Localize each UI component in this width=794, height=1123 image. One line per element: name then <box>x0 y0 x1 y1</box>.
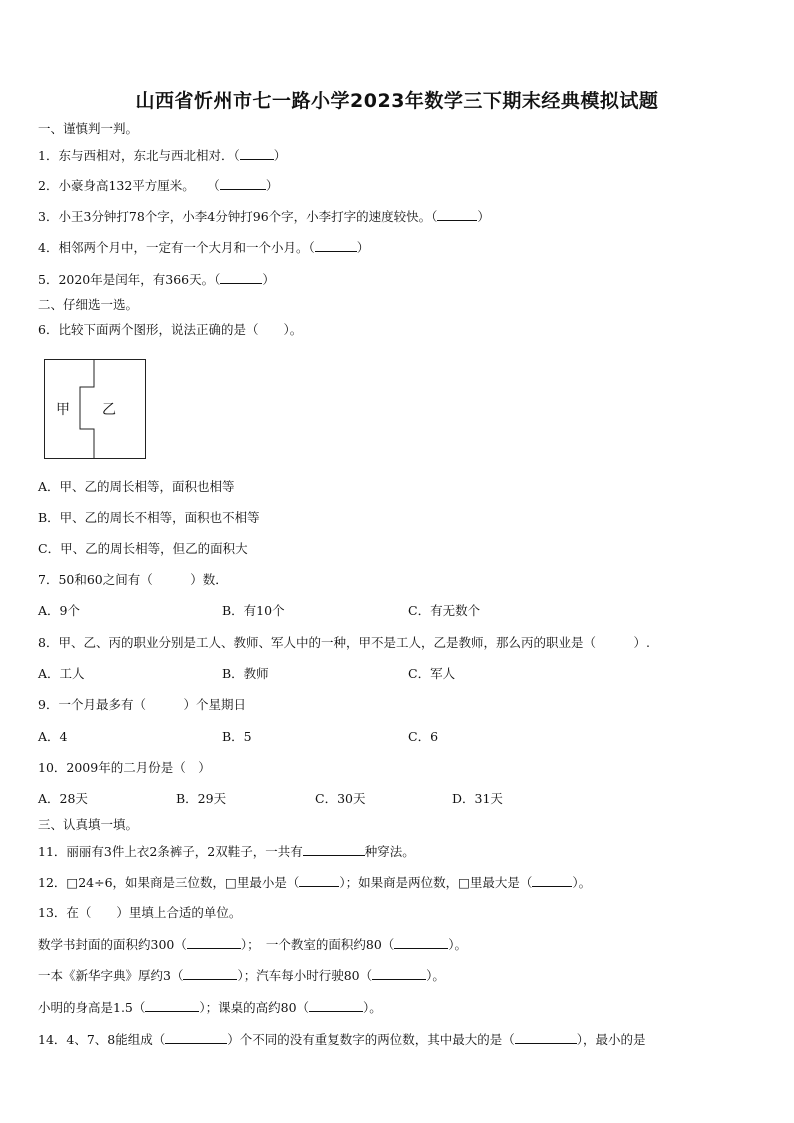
question-8-option-c[interactable]: C．军人 <box>408 666 456 681</box>
question-10-option-d[interactable]: D．31天 <box>452 791 503 806</box>
answer-blank[interactable] <box>220 271 262 284</box>
q13-text-a: 一本《新华字典》厚约3（ <box>38 968 184 983</box>
question-9-option-b[interactable]: B．5 <box>222 729 252 744</box>
question-6: 6．比较下面两个图形，说法正确的是（ ）。 <box>38 322 303 337</box>
answer-blank[interactable] <box>303 843 365 856</box>
question-5 <box>38 271 275 288</box>
question-11 <box>38 843 415 860</box>
answer-blank[interactable] <box>220 177 266 190</box>
question-12-end: ）。 <box>572 875 592 890</box>
question-6-option-a[interactable]: A．甲、乙的周长相等，面积也相等 <box>38 479 235 494</box>
question-6-option-b[interactable]: B．甲、乙的周长不相等，面积也不相等 <box>38 510 260 525</box>
answer-blank[interactable] <box>240 147 274 160</box>
question-1-end: ） <box>273 148 287 163</box>
question-12 <box>38 874 591 891</box>
q13-text-a: 数学书封面的面积约300（ <box>38 937 187 952</box>
question-14-text: 14．4、7、8能组成（ <box>38 1032 166 1047</box>
question-3-end: ） <box>477 209 490 224</box>
question-9: 9．一个月最多有（ ）个星期日 <box>38 697 246 712</box>
question-4-end: ） <box>356 240 370 255</box>
answer-blank[interactable] <box>437 208 477 221</box>
q13-text-b: ）； 一个教室的面积约80（ <box>240 937 395 952</box>
question-10-option-a[interactable]: A．28天 <box>38 791 88 806</box>
figure-label-jia: 甲 <box>56 402 70 418</box>
question-6-option-c[interactable]: C．甲、乙的周长相等，但乙的面积大 <box>38 541 248 556</box>
question-14 <box>38 1031 646 1048</box>
q13-text-a: 小明的身高是1.5（ <box>38 1000 146 1015</box>
question-10-option-c[interactable]: C．30天 <box>315 791 366 806</box>
question-2-text: 2．小豪身高132平方厘米。 （ <box>38 178 220 193</box>
question-2 <box>38 177 278 194</box>
question-4-text: 4．相邻两个月中，一定有一个大月和一个小月。（ <box>38 240 315 255</box>
section-heading-3: 三、认真填一填。 <box>38 817 139 832</box>
q13-text-c: ）。 <box>448 937 468 952</box>
answer-blank[interactable] <box>532 874 572 887</box>
question-8-option-a[interactable]: A．工人 <box>38 666 85 681</box>
question-9-option-a[interactable]: A．4 <box>38 729 68 744</box>
question-7-option-b[interactable]: B．有10个 <box>222 603 285 618</box>
answer-blank[interactable] <box>394 936 448 949</box>
q13-text-b: ）；课桌的高约80（ <box>199 1000 310 1015</box>
answer-blank[interactable] <box>183 967 237 980</box>
question-4 <box>38 239 369 256</box>
q13-text-c: ）。 <box>426 968 445 983</box>
answer-blank[interactable] <box>309 999 363 1012</box>
question-5-text: 5．2020年是闰年，有366天。（ <box>38 272 221 287</box>
question-11-text: 11．丽丽有3件上衣2条裤子，2双鞋子，一共有 <box>38 844 303 859</box>
question-13-line-3 <box>38 999 382 1016</box>
question-12-middle: ）；如果商是两位数，□里最大是（ <box>339 875 533 890</box>
answer-blank[interactable] <box>315 239 357 252</box>
question-14-middle: ）个不同的没有重复数字的两位数，其中最大的是（ <box>227 1032 515 1047</box>
answer-blank[interactable] <box>299 874 339 887</box>
page-title: 山西省忻州市七一路小学2023年数学三下期末经典模拟试题 <box>135 90 659 112</box>
question-1 <box>38 147 286 164</box>
question-5-end: ） <box>262 272 275 287</box>
figure-label-yi: 乙 <box>102 402 116 418</box>
question-10: 10．2009年的二月份是（ ） <box>38 760 211 775</box>
question-7-option-c[interactable]: C．有无数个 <box>408 603 481 618</box>
question-3 <box>38 208 490 225</box>
q13-text-b: ）；汽车每小时行驶80（ <box>237 968 373 983</box>
question-10-option-b[interactable]: B．29天 <box>176 791 227 806</box>
answer-blank[interactable] <box>165 1031 227 1044</box>
question-9-option-c[interactable]: C．6 <box>408 729 439 744</box>
answer-blank[interactable] <box>187 936 241 949</box>
section-heading-1: 一、谨慎判一判。 <box>38 121 139 136</box>
question-7-option-a[interactable]: A．9个 <box>38 603 80 618</box>
question-7: 7．50和60之间有（ ）数． <box>38 572 228 587</box>
question-13-line-2 <box>38 967 445 984</box>
question-2-end: ） <box>265 178 279 193</box>
answer-blank[interactable] <box>145 999 199 1012</box>
answer-blank[interactable] <box>372 967 426 980</box>
question-13: 13．在（ ）里填上合适的单位。 <box>38 905 242 920</box>
question-3-text: 3．小王3分钟打78个字，小李4分钟打96个字，小李打字的速度较快。（ <box>38 209 438 224</box>
question-6-figure <box>44 359 146 459</box>
section-heading-2: 二、仔细选一选。 <box>38 297 139 312</box>
q13-text-c: ）。 <box>363 1000 382 1015</box>
question-8: 8．甲、乙、丙的职业分别是工人、教师、军人中的一种，甲不是工人，乙是教师，那么丙的职业是（ ）. <box>38 635 650 650</box>
question-14-end: ），最小的是 <box>576 1032 646 1047</box>
question-11-end: 种穿法。 <box>364 844 415 859</box>
question-12-text: 12．□24÷6，如果商是三位数，□里最小是（ <box>38 875 300 890</box>
question-13-line-1 <box>38 936 467 953</box>
question-8-option-b[interactable]: B．教师 <box>222 666 269 681</box>
question-1-text: 1．东与西相对，东北与西北相对．（ <box>38 148 240 163</box>
answer-blank[interactable] <box>515 1031 577 1044</box>
